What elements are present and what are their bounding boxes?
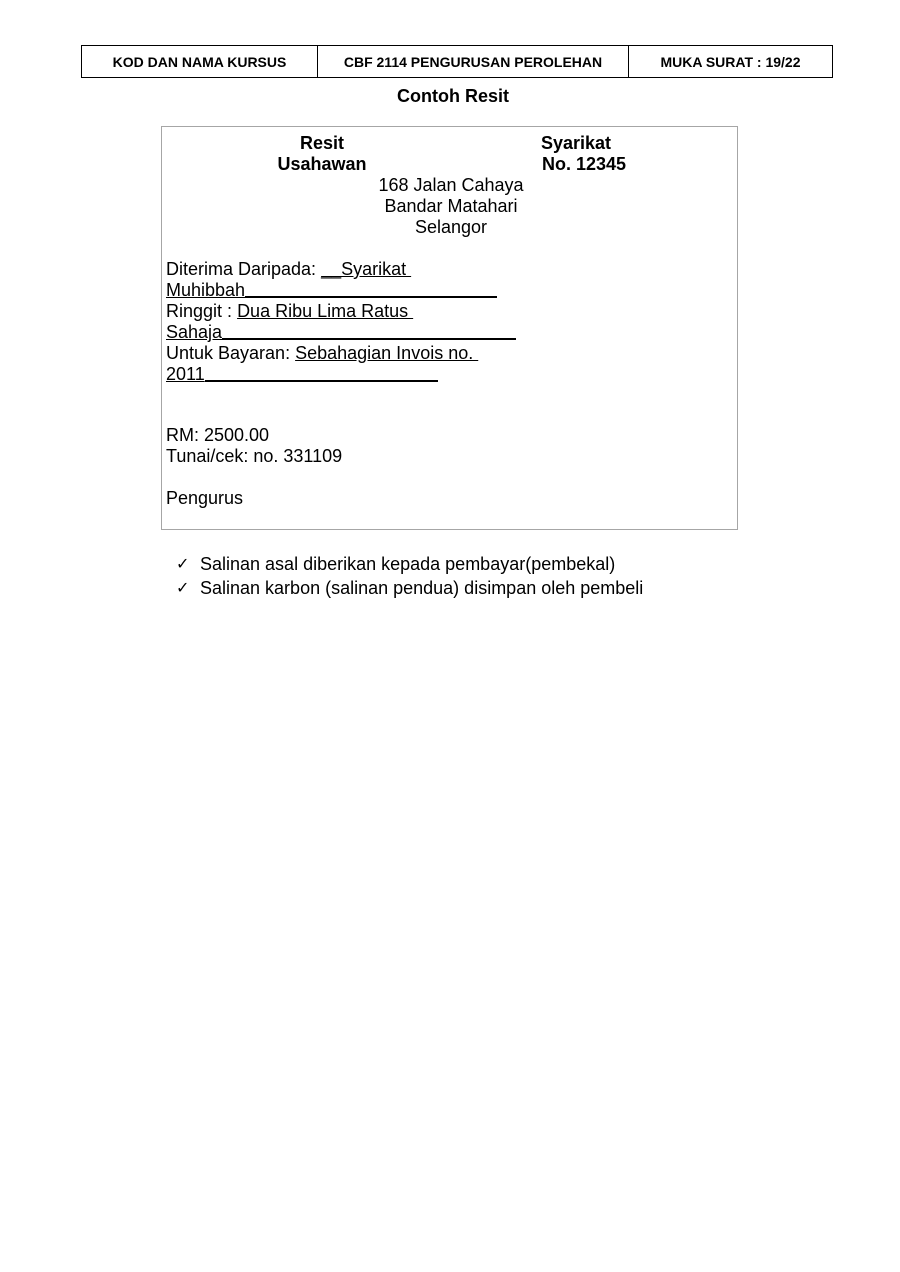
ringgit-line-1 xyxy=(166,301,413,322)
list-item xyxy=(172,552,643,576)
receipt-heading-right-1: Syarikat xyxy=(541,133,612,153)
course-label-cell: KOD DAN NAMA KURSUS xyxy=(82,46,318,78)
fill-in-line xyxy=(205,380,438,382)
signatory-label: Pengurus xyxy=(166,488,244,508)
check-icon: ✓ xyxy=(176,578,190,597)
payment-line-2 xyxy=(166,364,438,385)
ringgit-value-cont: Sahaja xyxy=(166,322,223,342)
address-line-3: Selangor xyxy=(414,217,488,237)
list-item xyxy=(172,576,643,600)
ringgit-line-2 xyxy=(166,322,516,343)
header-row xyxy=(82,46,833,78)
page-info-cell: MUKA SURAT : 19/22 xyxy=(629,46,833,78)
receipt-heading-left-2: Usahawan xyxy=(277,154,367,174)
ringgit-value: Dua Ribu Lima Ratus xyxy=(237,301,414,321)
received-from-line-1 xyxy=(166,259,411,280)
received-from-value-cont: Muhibbah xyxy=(166,280,246,300)
receipt-number: No. 12345 xyxy=(542,154,627,174)
address-line-2: Bandar Matahari xyxy=(384,196,518,216)
payment-value-cont: 2011 xyxy=(166,364,205,384)
payment-line-1 xyxy=(166,343,478,364)
fill-in-line xyxy=(222,338,516,340)
payment-value: Sebahagian Invois no. xyxy=(295,343,479,363)
receipt-sample xyxy=(161,126,738,530)
page-title: Contoh Resit xyxy=(397,86,509,106)
cheque-line: Tunai/cek: no. 331109 xyxy=(166,446,343,466)
fill-in-line xyxy=(245,296,497,298)
check-icon: ✓ xyxy=(176,554,190,573)
notes-list xyxy=(172,552,643,600)
course-name-cell: CBF 2114 PENGURUSAN PEROLEHAN xyxy=(318,46,629,78)
amount-line: RM: 2500.00 xyxy=(166,425,270,445)
note-text: Salinan asal diberikan kepada pembayar(pembekal) xyxy=(200,554,616,574)
payment-label: Untuk Bayaran: xyxy=(166,343,291,363)
address-line-1: 168 Jalan Cahaya xyxy=(378,175,524,195)
received-from-line-2 xyxy=(166,280,497,301)
course-header-table xyxy=(81,45,833,78)
note-text: Salinan karbon (salinan pendua) disimpan oleh pembeli xyxy=(200,578,644,598)
receipt-heading-left-1: Resit xyxy=(299,133,344,153)
received-from-label: Diterima Daripada: xyxy=(166,259,317,279)
ringgit-label: Ringgit : xyxy=(166,301,233,321)
received-from-value: __Syarikat xyxy=(321,259,412,279)
